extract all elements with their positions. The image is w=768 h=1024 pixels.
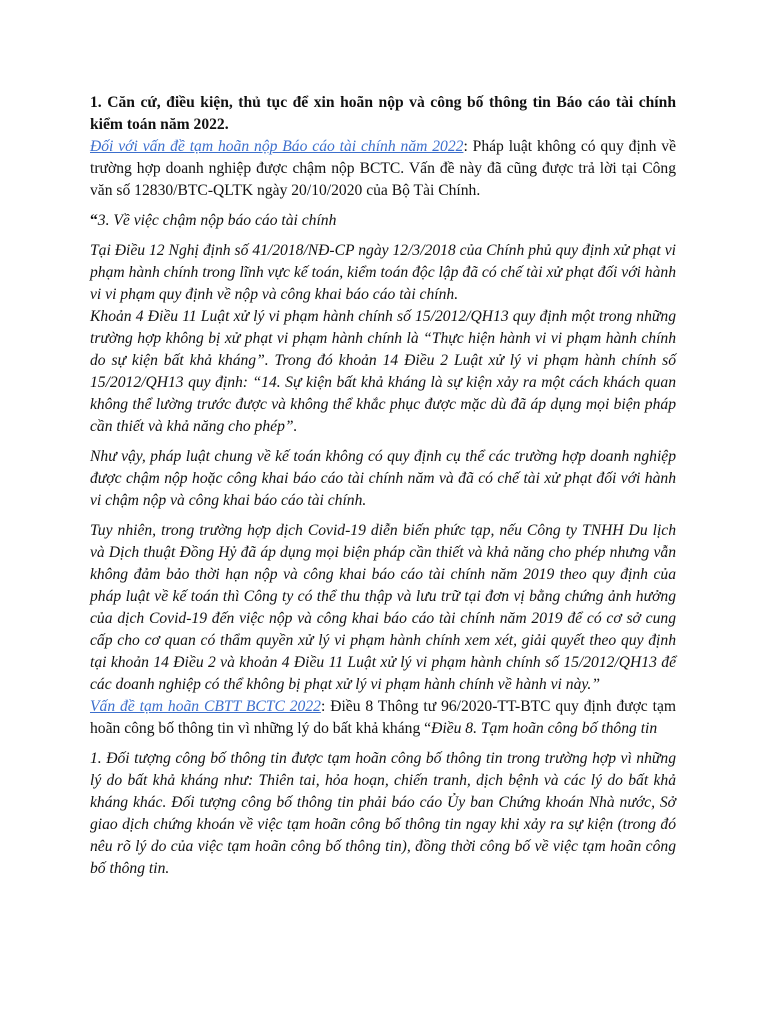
paragraph-decree-41: Tại Điều 12 Nghị định số 41/2018/NĐ-CP ngày 12/3/2018 của Chính phủ quy định xử phạt vi phạm hành chính trong lĩnh vực kế toán, kiểm toán độc lập đã có chế tài xử phạt đối với hành vi vi phạm quy định về nộp và công khai báo cáo tài chính. <box>90 242 676 303</box>
quote-mark: “ <box>90 212 98 229</box>
link-bctc-2022[interactable]: Đối với vấn đề tạm hoãn nộp Báo cáo tài chính năm 2022 <box>90 138 464 155</box>
paragraph-clause-4-article-11: Khoản 4 Điều 11 Luật xử lý vi phạm hành chính số 15/2012/QH13 quy định một trong những trường hợp không bị xử phạt vi phạm hành chính là “Thực hiện hành vi vi phạm hành chính do sự kiện bất khả kháng”. Trong đó khoản 14 Điều 2 Luật xử lý vi phạm hành chính số 15/2012/QH13 quy định: “14. Sự kiện bất khả kháng là sự kiện xảy ra một cách khách quan không thể lường trước được và không thể khắc phục được mặc dù đã áp dụng mọi biện pháp cần thiết và khả năng cho phép”. <box>90 308 676 435</box>
paragraph-bctc-delay-text: : Pháp luật không có quy định về trường hợp doanh nghiệp được chậm nộp BCTC. Vấn đề này đã cũng được trả lời tại Công văn số 12830/BTC-QLTK ngày 20/10/2020 của Bộ Tài Chính. <box>90 138 676 199</box>
paragraph-bctc-delay <box>90 136 676 202</box>
document-body <box>90 92 676 880</box>
paragraph-cbtt-sep: : <box>320 698 331 715</box>
paragraph-article-8-clause-1: 1. Đối tượng công bố thông tin được tạm hoãn công bố thông tin trong trường hợp vì những lý do bất khả kháng như: Thiên tai, hỏa hoạn, chiến tranh, dịch bệnh và các lý do bất khả kháng khác. Đối tượng công bố thông tin phải báo cáo Ủy ban Chứng khoán Nhà nước, Sở giao dịch chứng khoán về việc tạm hoãn công bố thông tin ngay khi xảy ra sự kiện (trong đó nêu rõ lý do của việc tạm hoãn công bố thông tin), đồng thời công bố về việc tạm hoãn công bố thông tin. <box>90 750 676 877</box>
section-heading: 1. Căn cứ, điều kiện, thủ tục để xin hoãn nộp và công bố thông tin Báo cáo tài chính kiểm toán năm 2022. <box>90 94 676 133</box>
paragraph-conclusion: Như vậy, pháp luật chung về kế toán không có quy định cụ thể các trường hợp doanh nghiệp được chậm nộp hoặc công khai báo cáo tài chính năm và đã có chế tài xử phạt đối với hành vi chậm nộp và công khai báo cáo tài chính. <box>90 448 676 509</box>
quote-heading-text: 3. Về việc chậm nộp báo cáo tài chính <box>97 212 337 229</box>
paragraph-cbtt-article: Điều 8. Tạm hoãn công bố thông tin <box>431 720 658 737</box>
paragraph-covid: Tuy nhiên, trong trường hợp dịch Covid-19 diễn biến phức tạp, nếu Công ty TNHH Du lịch và Dịch thuật Đồng Hỷ đã áp dụng mọi biện pháp cần thiết và khả năng cho phép nhưng vẫn không đảm bảo thời hạn nộp và công khai báo cáo tài chính năm 2019 theo quy định của pháp luật về kế toán thì Công ty có thể thu thập và lưu trữ tại đơn vị bằng chứng ảnh hưởng của dịch Covid-19 đến việc nộp và công khai báo cáo tài chính năm 2019 để có cơ sở cung cấp cho cơ quan có thẩm quyền xử lý vi phạm hành chính xem xét, giải quyết theo quy định tại khoản 14 Điều 2 và khoản 4 Điều 11 Luật xử lý vi phạm hành chính số 15/2012/QH13 để các doanh nghiệp có thể không bị phạt xử lý vi phạm hành chính về hành vi này.” <box>90 522 676 693</box>
paragraph-cbtt <box>90 696 676 740</box>
paragraph-cbtt-text: Điều 8 Thông tư 96/2020-TT-BTC quy định được tạm hoãn công bố thông tin vì những lý do bất khả kháng “ <box>90 698 677 737</box>
link-cbtt-2022[interactable]: Vấn đề tạm hoãn CBTT BCTC 2022 <box>90 698 321 715</box>
quote-heading <box>90 210 676 232</box>
